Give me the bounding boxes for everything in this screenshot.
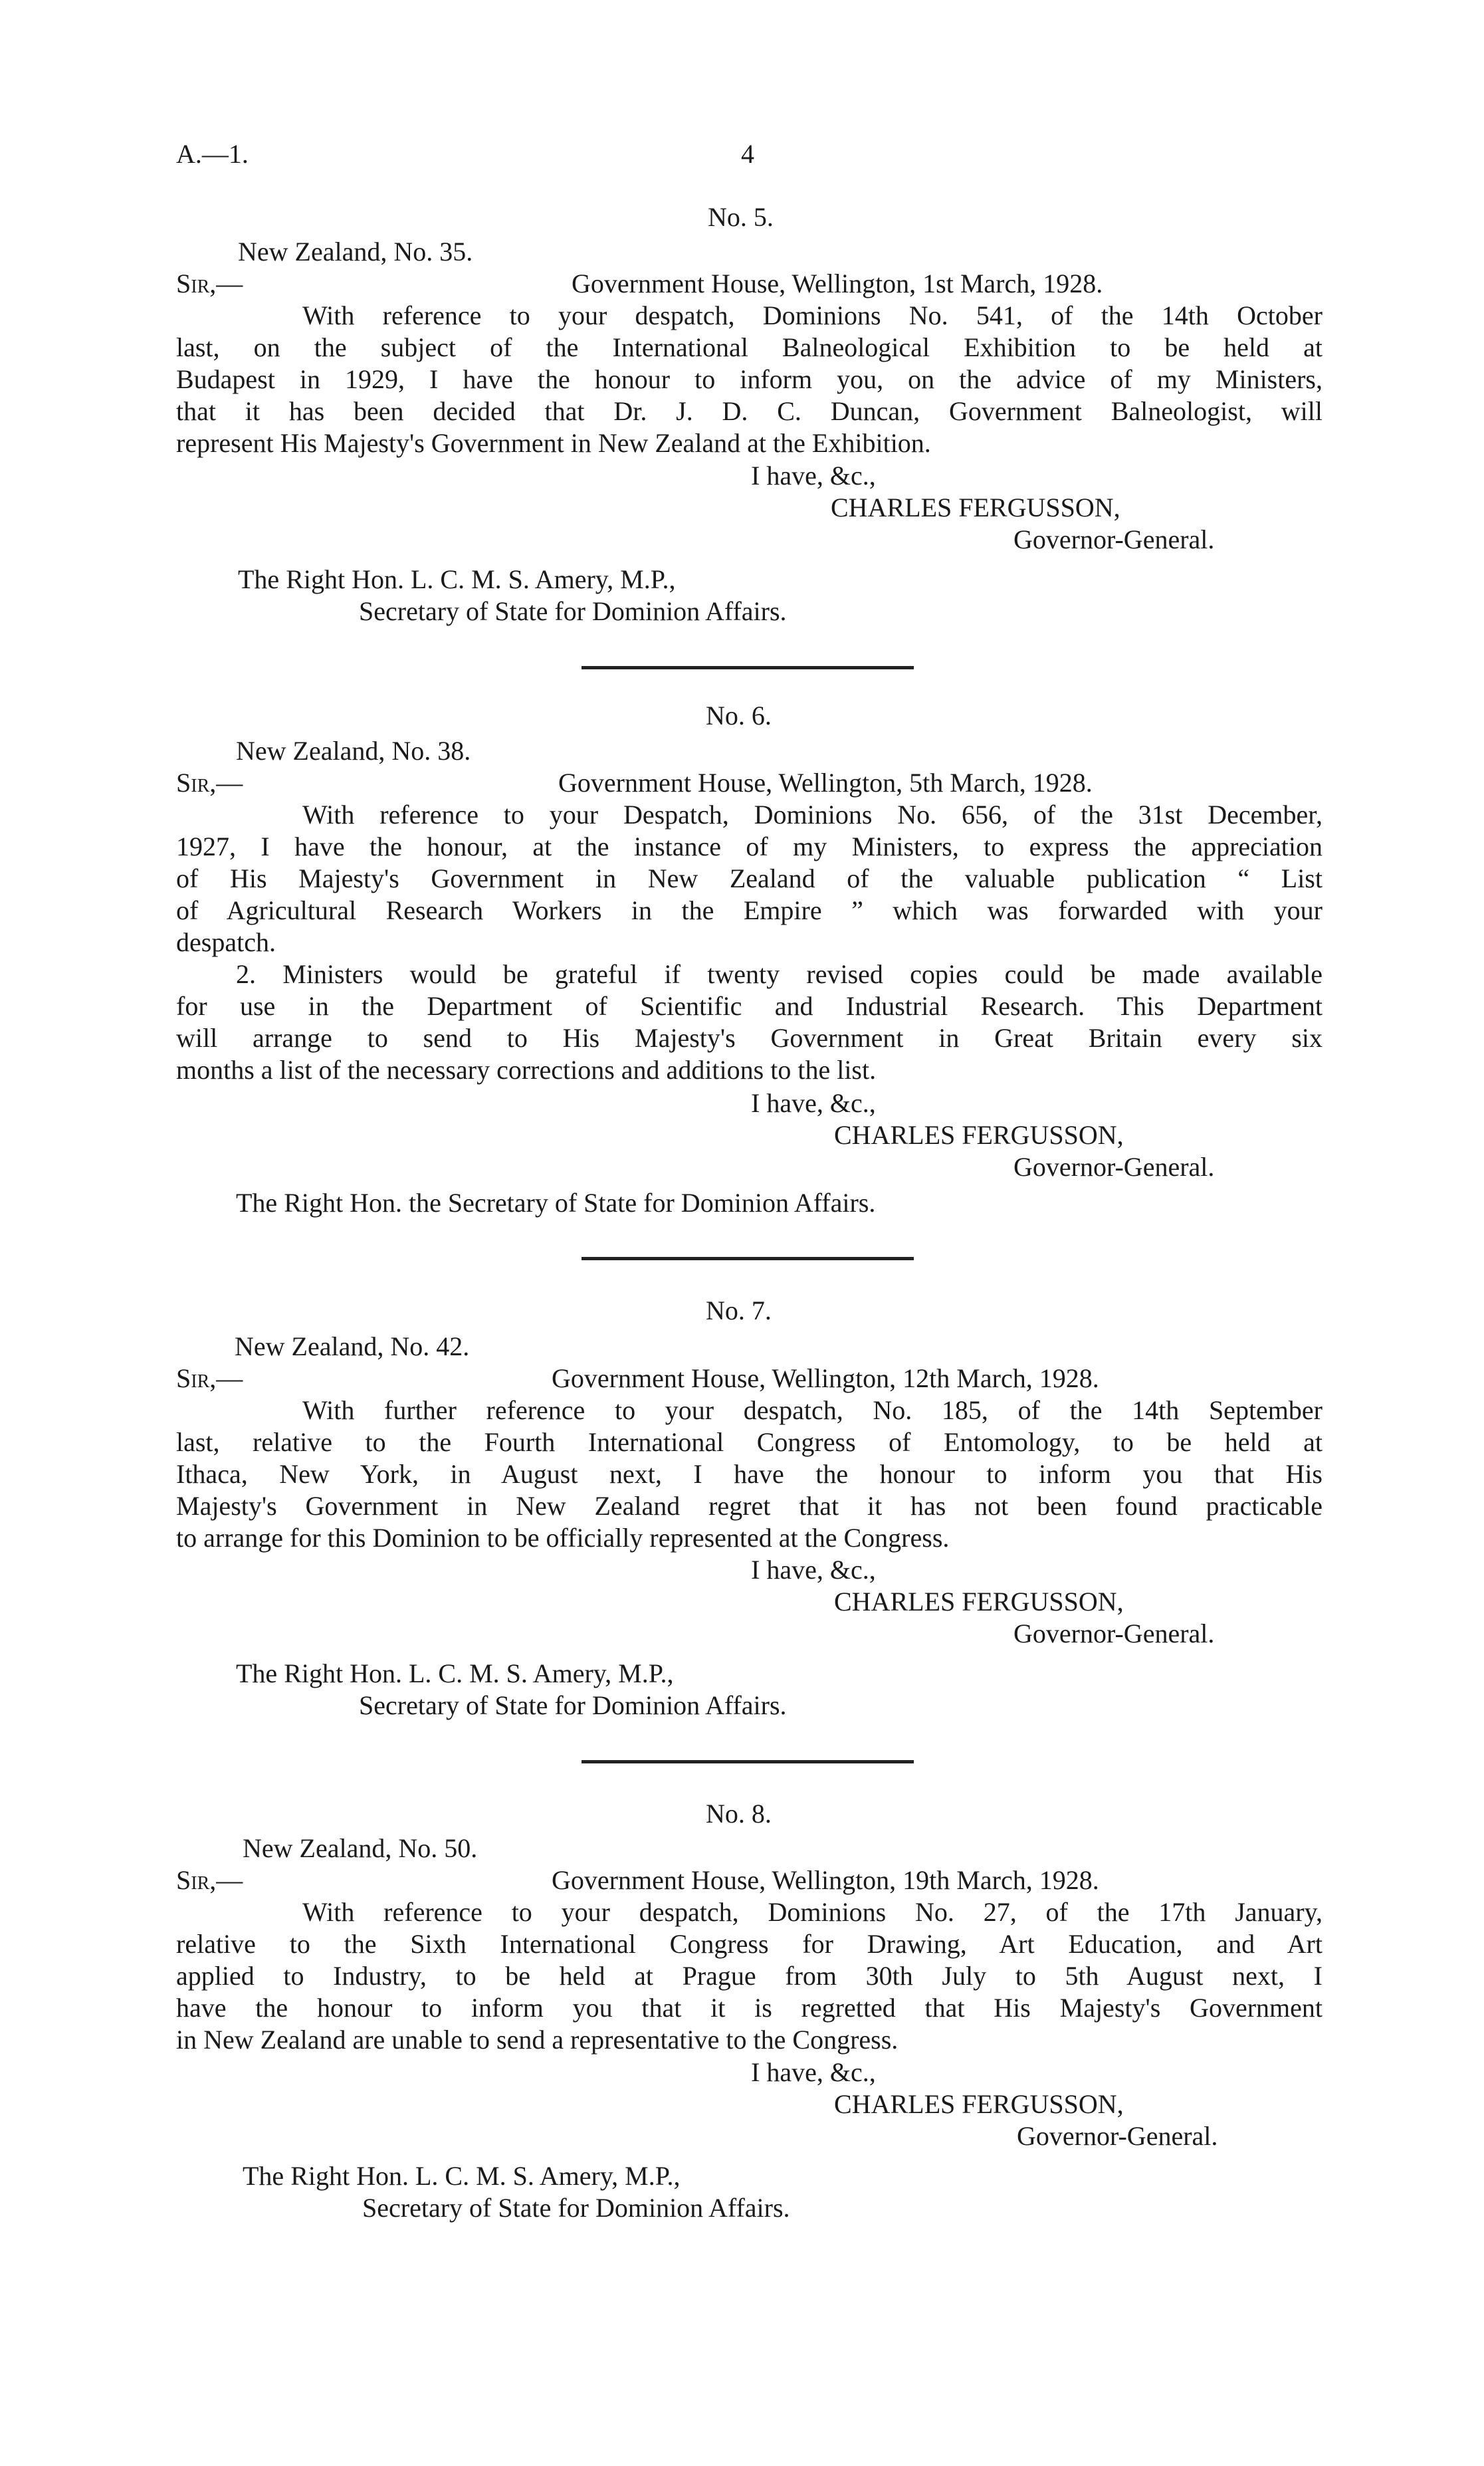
despatch-reference: New Zealand, No. 38. [236, 736, 471, 766]
signatory-title: Governor-General. [1013, 1152, 1215, 1182]
addressee: The Right Hon. the Secretary of State for Dominion Affairs. [236, 1188, 876, 1218]
despatch-number: No. 8. [706, 1799, 772, 1829]
addressee: The Right Hon. L. C. M. S. Amery, M.P., [236, 1658, 674, 1688]
paragraph-line: have the honour to inform you that it is regretted that His Majesty's Government [176, 1993, 1323, 2023]
section-divider [582, 1257, 914, 1260]
closing: I have, &c., [751, 461, 876, 491]
paragraph-line: to arrange for this Dominion to be officially represented at the Congress. [176, 1523, 950, 1553]
location-date: Government House, Wellington, 12th March, 1928. [552, 1363, 1099, 1393]
paragraph-line: 1927, I have the honour, at the instance of my Ministers, to express the appreciation [176, 832, 1323, 861]
closing: I have, &c., [751, 1088, 876, 1118]
section-divider [582, 1760, 914, 1763]
signatory: CHARLES FERGUSSON, [834, 1120, 1124, 1150]
paragraph-line: With reference to your Despatch, Dominions No. 656, of the 31st December, [302, 800, 1323, 830]
paragraph-line: of Agricultural Research Workers in the Empire ” which was forwarded with your [176, 895, 1323, 925]
location-date: Government House, Wellington, 19th March, 1928. [552, 1865, 1099, 1895]
paragraph-line: With reference to your despatch, Dominions No. 27, of the 17th January, [302, 1897, 1323, 1927]
paragraph-line: Ithaca, New York, in August next, I have the honour to inform you that His [176, 1459, 1323, 1489]
addressee-title: Secretary of State for Dominion Affairs. [362, 2193, 790, 2223]
location-date: Government House, Wellington, 5th March, 1928. [558, 768, 1093, 798]
paragraph-line: 2. Ministers would be grateful if twenty revised copies could be made available [236, 959, 1323, 989]
signatory-title: Governor-General. [1013, 1619, 1215, 1648]
signatory: CHARLES FERGUSSON, [834, 1587, 1124, 1617]
paragraph-line: in New Zealand are unable to send a representative to the Congress. [176, 2025, 899, 2055]
document-reference: A.—1. [176, 139, 249, 169]
salutation: Sir,— [176, 1363, 243, 1393]
section-divider [582, 666, 914, 669]
despatch-number: No. 7. [706, 1295, 772, 1325]
despatch-reference: New Zealand, No. 50. [243, 1833, 478, 1863]
paragraph-line: Budapest in 1929, I have the honour to inform you, on the advice of my Ministers, [176, 364, 1323, 394]
page-number: 4 [741, 139, 754, 169]
paragraph-line: With reference to your despatch, Dominions No. 541, of the 14th October [302, 300, 1323, 330]
signatory: CHARLES FERGUSSON, [831, 493, 1120, 522]
addressee: The Right Hon. L. C. M. S. Amery, M.P., [243, 2161, 681, 2191]
addressee-title: Secretary of State for Dominion Affairs. [359, 596, 787, 626]
paragraph-line: applied to Industry, to be held at Prague from 30th July to 5th August next, I [176, 1961, 1323, 1991]
paragraph-line: for use in the Department of Scientific and Industrial Research. This Department [176, 991, 1323, 1021]
salutation: Sir,— [176, 269, 243, 298]
paragraph-line: that it has been decided that Dr. J. D. C. Duncan, Government Balneologist, will [176, 396, 1323, 426]
paragraph-line: Majesty's Government in New Zealand regret that it has not been found practicable [176, 1491, 1323, 1521]
despatch-reference: New Zealand, No. 35. [238, 237, 473, 267]
despatch-number: No. 5. [708, 202, 774, 232]
paragraph-line: represent His Majesty's Government in New Zealand at the Exhibition. [176, 428, 931, 458]
paragraph-line: will arrange to send to His Majesty's Government in Great Britain every six [176, 1023, 1323, 1053]
closing: I have, &c., [751, 1555, 876, 1585]
paragraph-line: last, on the subject of the International Balneological Exhibition to be held at [176, 332, 1323, 362]
paragraph-line: relative to the Sixth International Congress for Drawing, Art Education, and Art [176, 1929, 1323, 1959]
paragraph-line: of His Majesty's Government in New Zealand of the valuable publication “ List [176, 863, 1323, 893]
paragraph-line: last, relative to the Fourth International Congress of Entomology, to be held at [176, 1427, 1323, 1457]
signatory: CHARLES FERGUSSON, [834, 2089, 1124, 2119]
addressee: The Right Hon. L. C. M. S. Amery, M.P., [238, 564, 676, 594]
despatch-number: No. 6. [706, 701, 772, 730]
paragraph-line: months a list of the necessary corrections and additions to the list. [176, 1055, 877, 1085]
salutation: Sir,— [176, 1865, 243, 1895]
addressee-title: Secretary of State for Dominion Affairs. [359, 1690, 787, 1720]
signatory-title: Governor-General. [1013, 524, 1215, 554]
closing: I have, &c., [751, 2057, 876, 2087]
salutation: Sir,— [176, 768, 243, 798]
paragraph-line: despatch. [176, 927, 276, 957]
location-date: Government House, Wellington, 1st March, 1928. [572, 269, 1103, 298]
signatory-title: Governor-General. [1017, 2121, 1218, 2151]
despatch-reference: New Zealand, No. 42. [235, 1331, 470, 1361]
paragraph-line: With further reference to your despatch, No. 185, of the 14th September [302, 1395, 1323, 1425]
